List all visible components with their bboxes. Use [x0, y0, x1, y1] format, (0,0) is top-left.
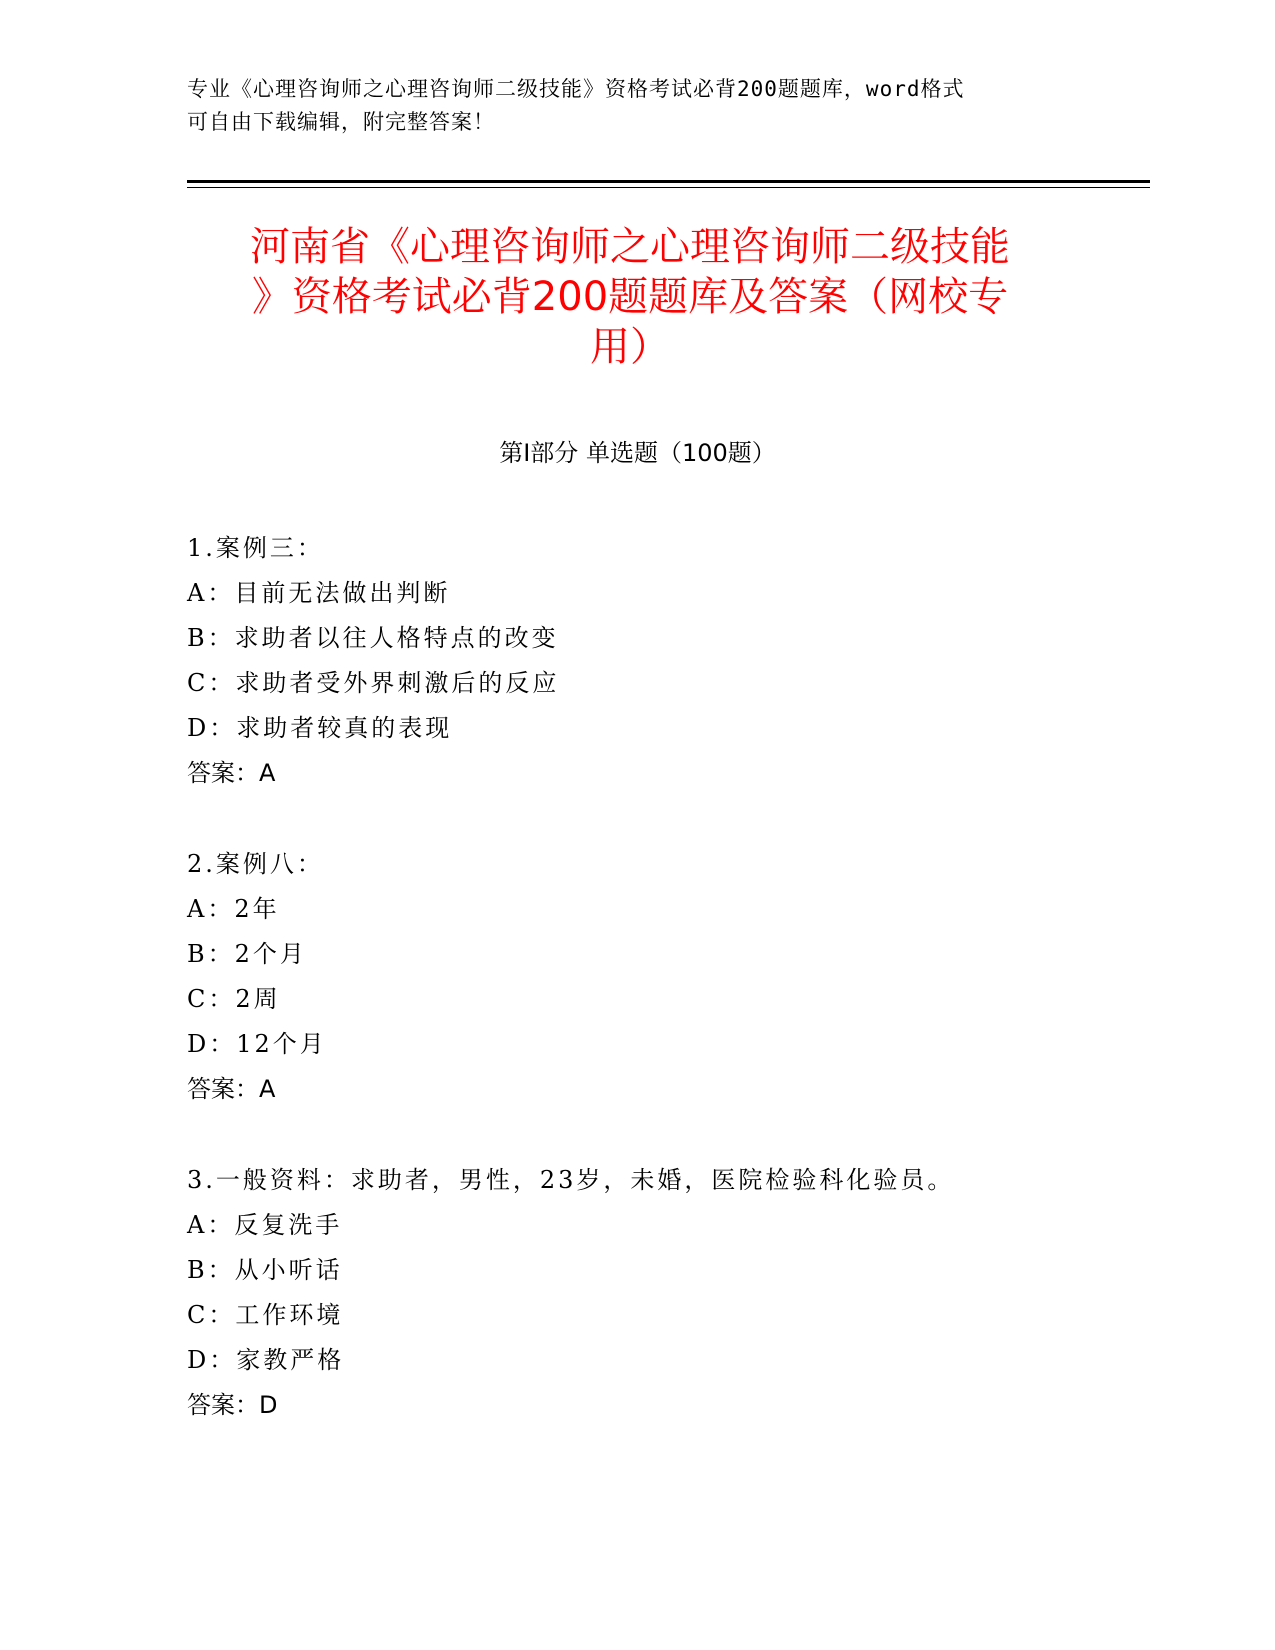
question-list — [187, 526, 1087, 1474]
option-b: B：从小听话 — [187, 1256, 343, 1284]
header-note-line-2: 可自由下载编辑，附完整答案！ — [187, 110, 495, 134]
document-title-line-1: 河南省《心理咨询师之心理咨询师二级技能 — [250, 224, 1010, 270]
section-heading: 第Ⅰ部分 单选题（100题） — [499, 439, 776, 467]
document-title-line-3: 用） — [590, 324, 670, 370]
header-divider-thin — [187, 187, 1150, 188]
question-item — [187, 526, 1087, 796]
option-c: C：求助者受外界刺激后的反应 — [187, 669, 560, 697]
document-title-line-2: 》资格考试必背200题题库及答案（网校专 — [251, 274, 1009, 320]
option-b: B：求助者以往人格特点的改变 — [187, 624, 559, 652]
option-d: D：12个月 — [187, 1030, 327, 1058]
question-item — [187, 1158, 1087, 1428]
option-a: A：目前无法做出判断 — [187, 579, 451, 607]
answer-line: 答案：A — [187, 1075, 276, 1103]
header-divider-thick — [187, 180, 1150, 183]
header-note-line-1: 专业《心理咨询师之心理咨询师二级技能》资格考试必背200题题库，word格式 — [187, 77, 965, 101]
option-d: D：求助者较真的表现 — [187, 714, 453, 742]
option-b: B：2个月 — [187, 940, 307, 968]
option-c: C：工作环境 — [187, 1301, 344, 1329]
option-c: C：2周 — [187, 985, 281, 1013]
question-stem: 3.一般资料：求助者，男性，23岁，未婚，医院检验科化验员。 — [187, 1166, 955, 1194]
answer-line: 答案：A — [187, 759, 276, 787]
option-a: A：2年 — [187, 895, 280, 923]
question-stem: 2.案例八： — [187, 850, 324, 878]
answer-line: 答案：D — [187, 1391, 278, 1419]
question-item — [187, 842, 1087, 1112]
header-note — [187, 73, 1067, 139]
question-stem: 1.案例三： — [187, 534, 324, 562]
option-a: A：反复洗手 — [187, 1211, 343, 1239]
option-d: D：家教严格 — [187, 1346, 345, 1374]
document-title — [180, 222, 1080, 372]
